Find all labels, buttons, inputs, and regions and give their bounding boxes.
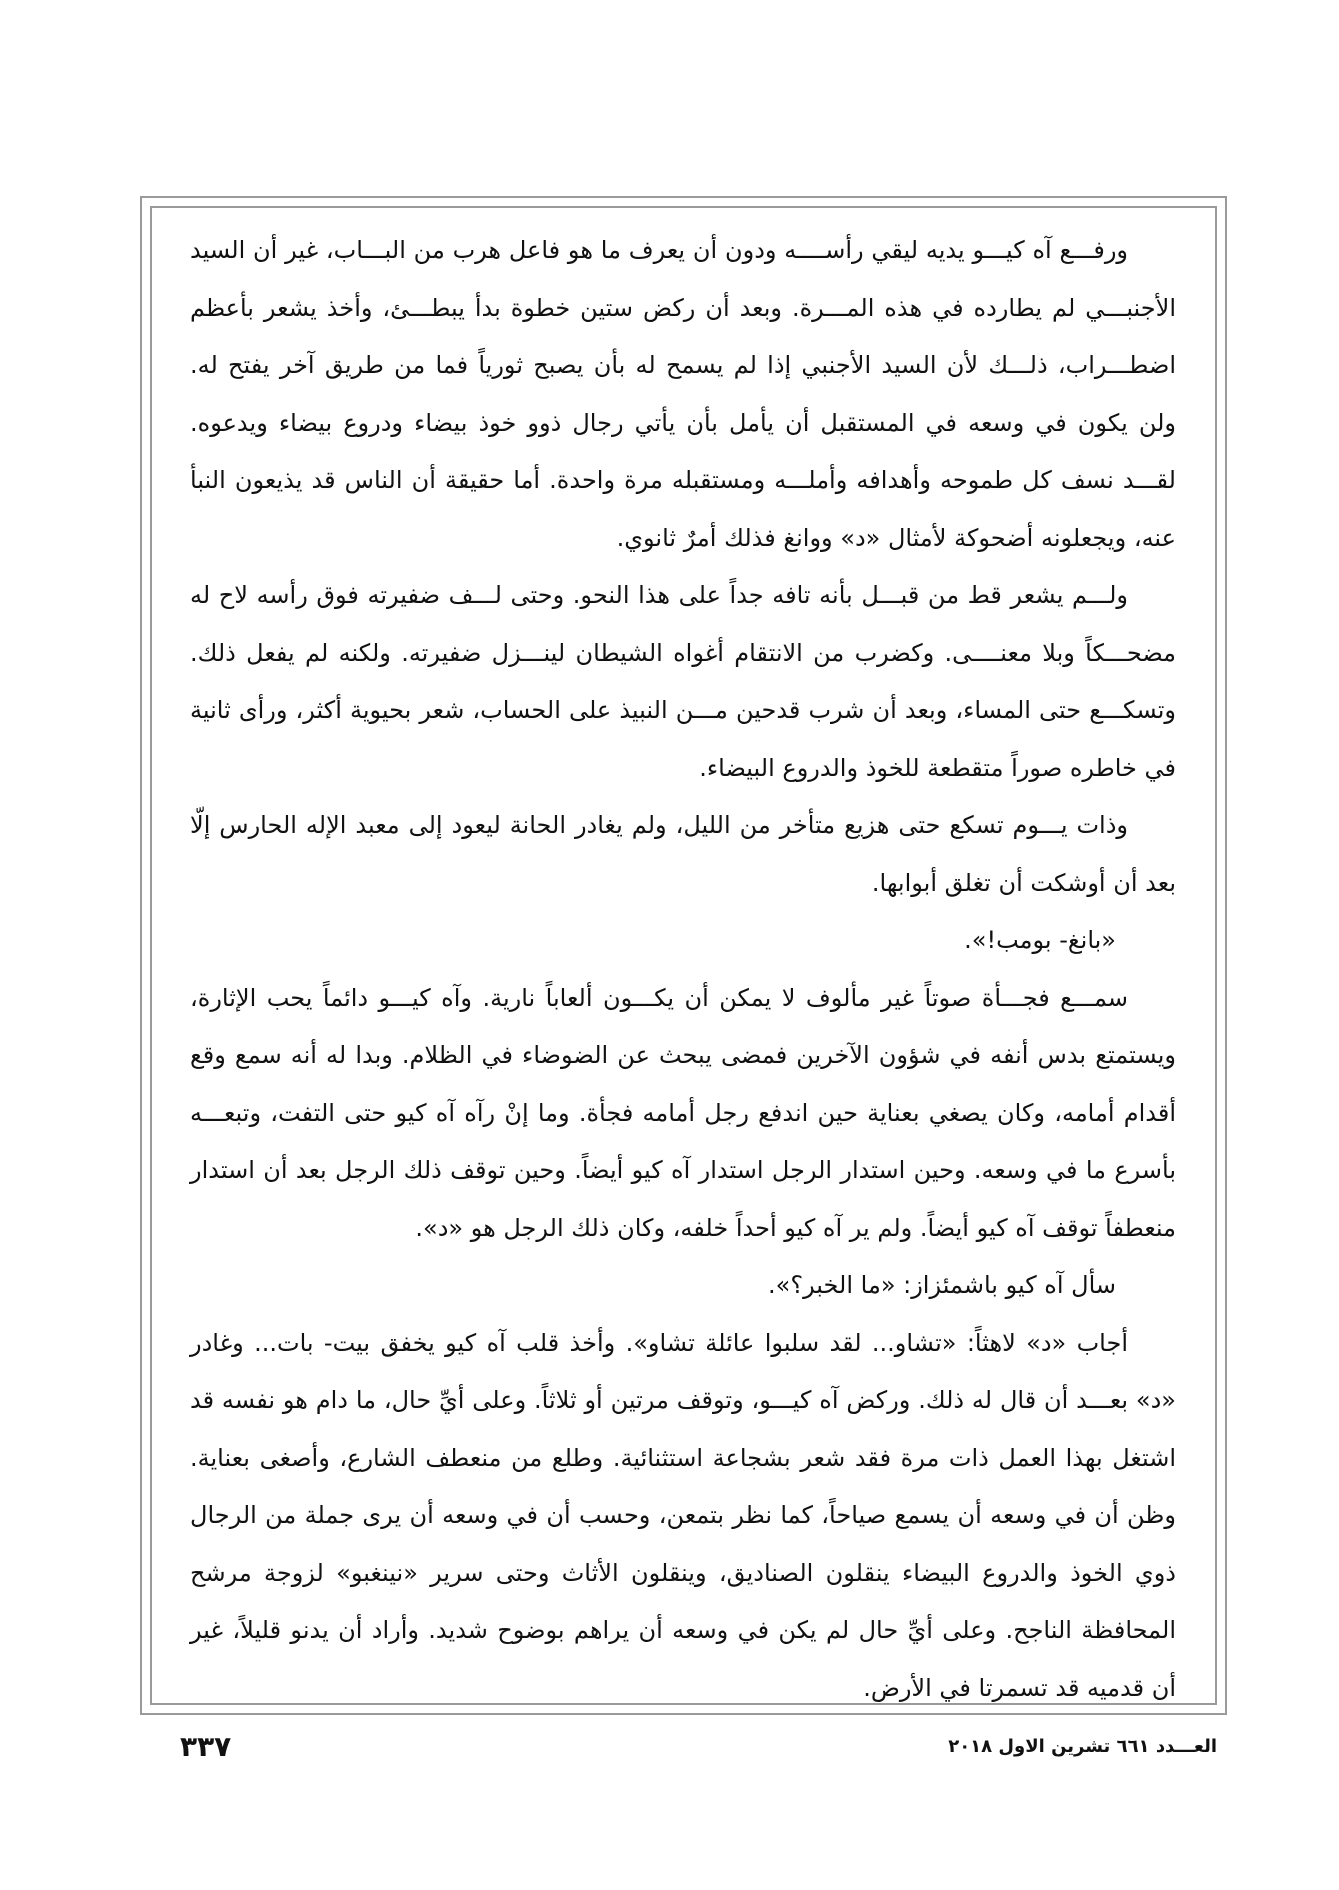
page-number: ٣٣٧ (180, 1730, 232, 1763)
paragraph-1: ورفـــع آه كيـــو يديه ليقي رأســــه ودون أن يعرف ما هو فاعل هرب من البـــاب، غير أن السيد الأجنبـــي لم يطارده في هذه المـــرة. وبعد أن ركض ستين خطوة بدأ يبطـــئ، وأخذ يشعر بأعظم اضطـــراب، ذلـــك لأن السيد الأجنبي إذا لم يسمح له بأن يصبح ثورياً فما من طريق آخر يفتح له. ولن يكون في وسعه في المستقبل أن يأمل بأن يأتي رجال ذوو خوذ بيضاء ودروع بيضاء ويدعوه. لقـــد نسف كل طموحه وأهدافه وأملـــه ومستقبله مرة واحدة. أما حقيقة أن الناس قد يذيعون النبأ عنه، ويجعلونه أضحوكة لأمثال «د» ووانغ فذلك أمرٌ ثانوي. (190, 236, 1176, 552)
paragraph-6: سأل آه كيو باشمئزاز: «ما الخبر؟». (768, 1271, 1116, 1299)
paragraph-2: ولـــم يشعر قط من قبـــل بأنه تافه جداً على هذا النحو. وحتى لـــف ضفيرته فوق رأسه لاح له مضحـــكاً وبلا معنــــى. وكضرب من الانتقام أغواه الشيطان لينـــزل ضفيرته. ولكنه لم يفعل ذلك. وتسكـــع حتى المساء، وبعد أن شرب قدحين مـــن النبيذ على الحساب، شعر بحيوية أكثر، ورأى ثانية في خاطره صوراً متقطعة للخوذ والدروع البيضاء. (190, 581, 1176, 782)
paragraph-4: «بانغ- بومب!». (964, 926, 1116, 954)
issue-info: العـــدد ٦٦١ تشرين الاول ٢٠١٨ (948, 1736, 1217, 1757)
paragraph-3: وذات يـــوم تسكع حتى هزيع متأخر من الليل، ولم يغادر الحانة ليعود إلى معبد الإله الحارس إلّا بعد أن أوشكت أن تغلق أبوابها. (190, 811, 1176, 897)
paragraph-7: أجاب «د» لاهثاً: «تشاو... لقد سلبوا عائلة تشاو». وأخذ قلب آه كيو يخفق بيت- بات... وغادر «د» بعـــد أن قال له ذلك. وركض آه كيـــو، وتوقف مرتين أو ثلاثاً. وعلى أيِّ حال، ما دام هو نفسه قد اشتغل بهذا العمل ذات مرة فقد شعر بشجاعة استثنائية. وطلع من منعطف الشارع، وأصغى بعناية. وظن أن في وسعه أن يسمع صياحاً، كما نظر بتمعن، وحسب أن في وسعه أن يرى جملة من الرجال ذوي الخوذ والدروع البيضاء ينقلون الصناديق، وينقلون الأثاث وحتى سرير «نينغبو» لزوجة مرشح المحافظة الناجح. وعلى أيِّ حال لم يكن في وسعه أن يراهم بوضوح شديد. وأراد أن يدنو قليلاً، غير أن قدميه قد تسمرتا في الأرض. (190, 1328, 1176, 1702)
page-footer (140, 1730, 1227, 1770)
paragraph-5: سمـــع فجـــأة صوتاً غير مألوف لا يمكن أن يكـــون ألعاباً نارية. وآه كيـــو دائماً يحب الإثارة، ويستمتع بدس أنفه في شؤون الآخرين فمضى يبحث عن الضوضاء في الظلام. وبدا له أنه سمع وقع أقدام أمامه، وكان يصغي بعناية حين اندفع رجل أمامه فجأة. وما إنْ رآه آه كيو حتى التفت، وتبعـــه بأسرع ما في وسعه. وحين استدار الرجل استدار آه كيو أيضاً. وحين توقف ذلك الرجل بعد أن استدار منعطفاً توقف آه كيو أيضاً. ولم ير آه كيو أحداً خلفه، وكان ذلك الرجل هو «د». (190, 983, 1176, 1242)
article-body (190, 222, 1176, 1717)
